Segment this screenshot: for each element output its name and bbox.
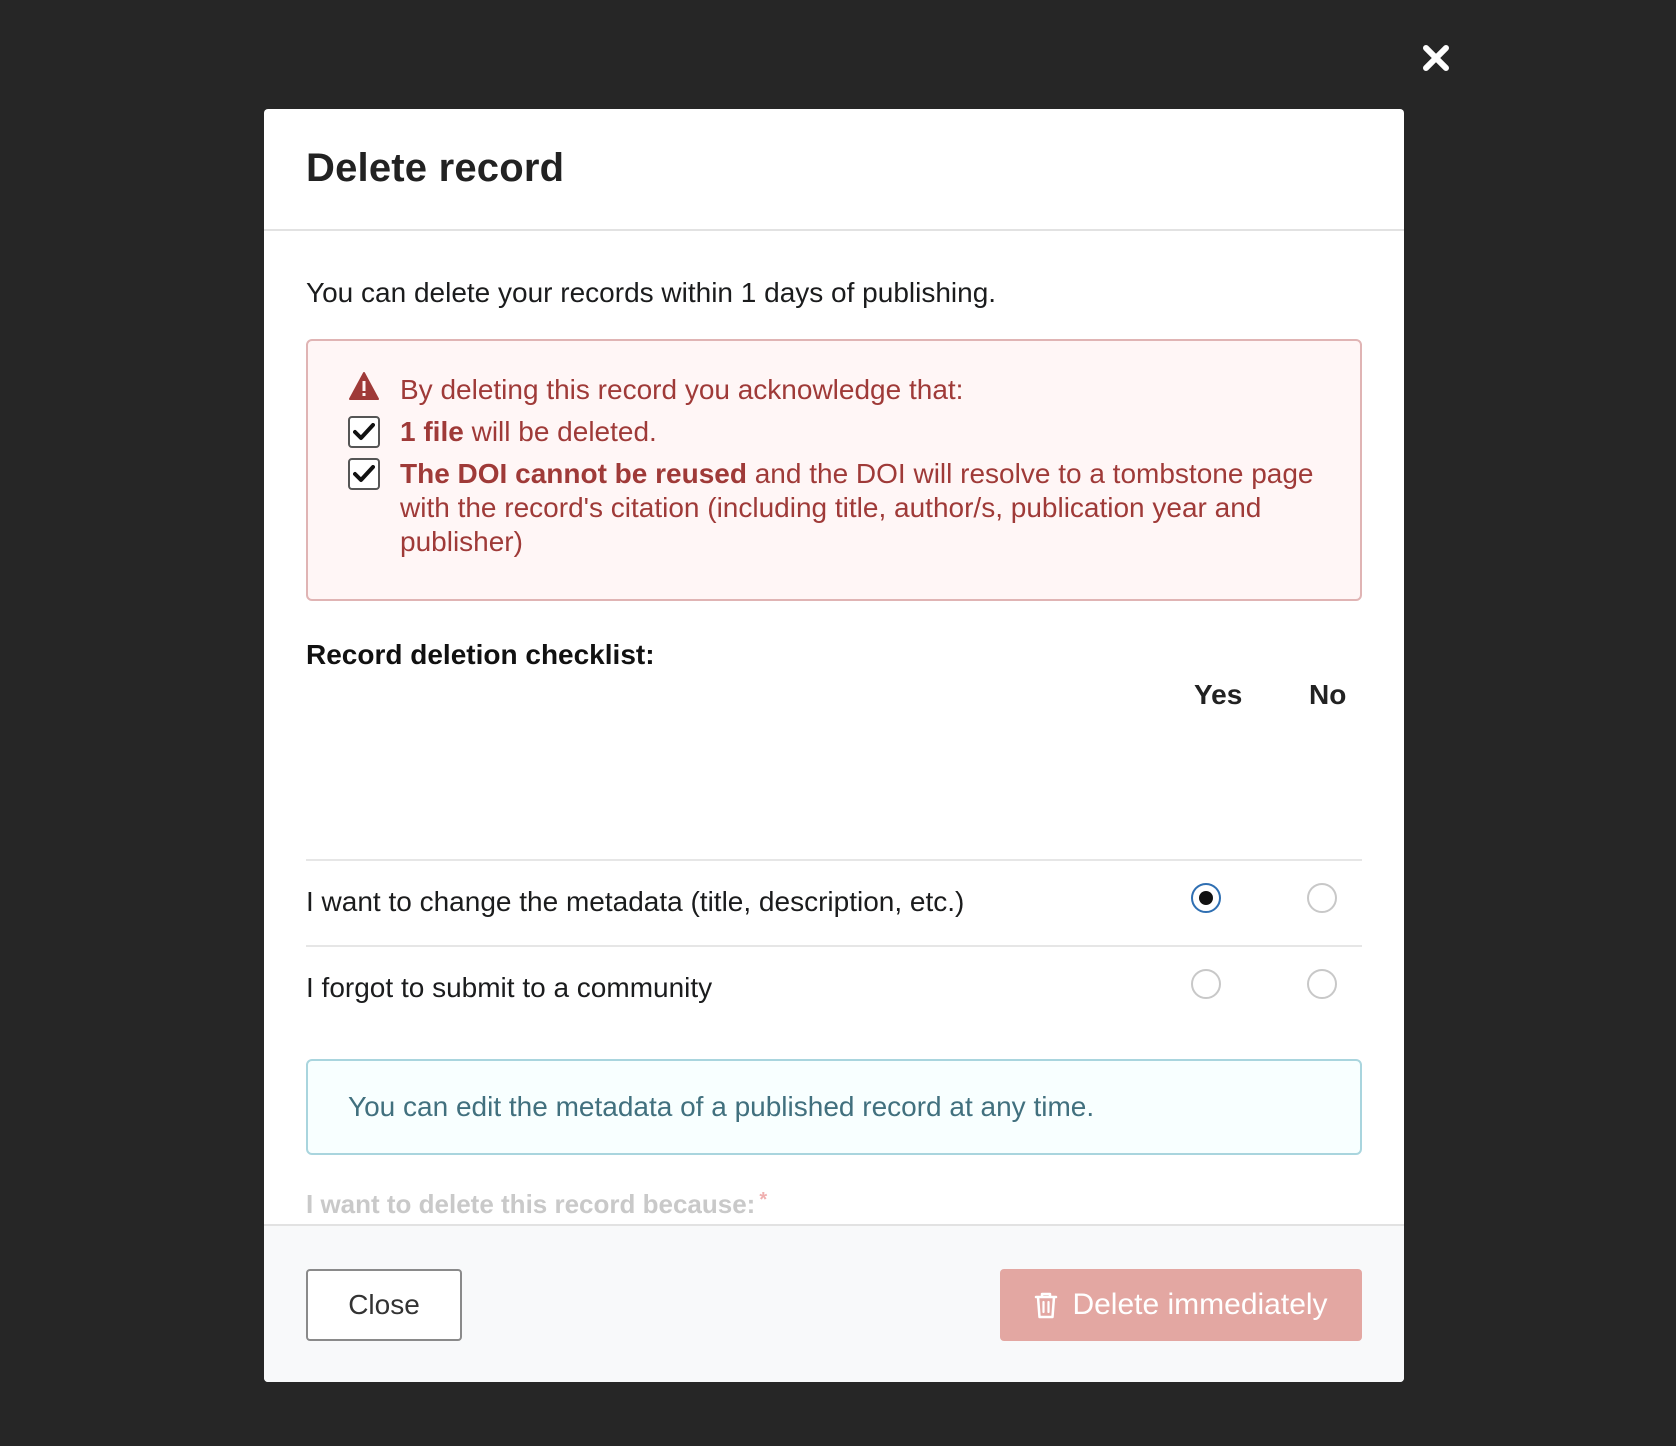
delete-button-label: Delete immediately bbox=[1072, 1288, 1328, 1321]
warning-triangle-icon bbox=[348, 371, 380, 409]
ack-text-file: 1 file will be deleted. bbox=[400, 416, 657, 447]
modal-footer bbox=[264, 1224, 1404, 1382]
checkmark-icon bbox=[353, 465, 375, 483]
modal-header bbox=[264, 109, 1404, 231]
radio-community-yes[interactable] bbox=[1191, 969, 1221, 999]
ack-item-file bbox=[348, 415, 1328, 449]
warning-message bbox=[306, 339, 1362, 601]
row-divider bbox=[306, 859, 1362, 861]
close-button[interactable]: Close bbox=[306, 1269, 462, 1341]
ack-text-doi: The DOI cannot be reused and the DOI will resolve to a tombstone page with the record's citation (including title, author/s, publication year and publisher) bbox=[400, 458, 1314, 557]
trash-icon bbox=[1034, 1291, 1058, 1319]
ack-checkbox-file[interactable] bbox=[348, 416, 380, 448]
close-x-icon[interactable] bbox=[1416, 38, 1456, 78]
radio-metadata-yes[interactable] bbox=[1191, 883, 1221, 913]
column-no-header: No bbox=[1309, 679, 1347, 710]
delete-record-modal bbox=[264, 109, 1404, 1382]
checklist-row-label-community: I forgot to submit to a community bbox=[306, 972, 713, 1003]
info-message-text: You can edit the metadata of a published record at any time. bbox=[348, 1091, 1095, 1122]
warning-heading-text: By deleting this record you acknowledge that: bbox=[400, 374, 964, 405]
ack-item-doi bbox=[348, 457, 1328, 559]
radio-metadata-no[interactable] bbox=[1307, 883, 1337, 913]
ack-checkbox-doi[interactable] bbox=[348, 458, 380, 490]
checklist-title: Record deletion checklist: bbox=[306, 639, 655, 670]
column-yes-header: Yes bbox=[1194, 679, 1243, 710]
warning-heading bbox=[348, 371, 963, 409]
intro-text: You can delete your records within 1 days of publishing. bbox=[306, 277, 997, 308]
radio-community-no[interactable] bbox=[1307, 969, 1337, 999]
modal-title: Delete record bbox=[306, 146, 565, 190]
checklist-row-label-metadata: I want to change the metadata (title, description, etc.) bbox=[306, 886, 965, 917]
reason-label: I want to delete this record because: * bbox=[306, 1189, 768, 1219]
info-message bbox=[306, 1059, 1362, 1155]
row-divider bbox=[306, 945, 1362, 947]
delete-immediately-button[interactable] bbox=[1000, 1269, 1362, 1341]
checkmark-icon bbox=[353, 423, 375, 441]
required-asterisk: * bbox=[759, 1189, 768, 1211]
